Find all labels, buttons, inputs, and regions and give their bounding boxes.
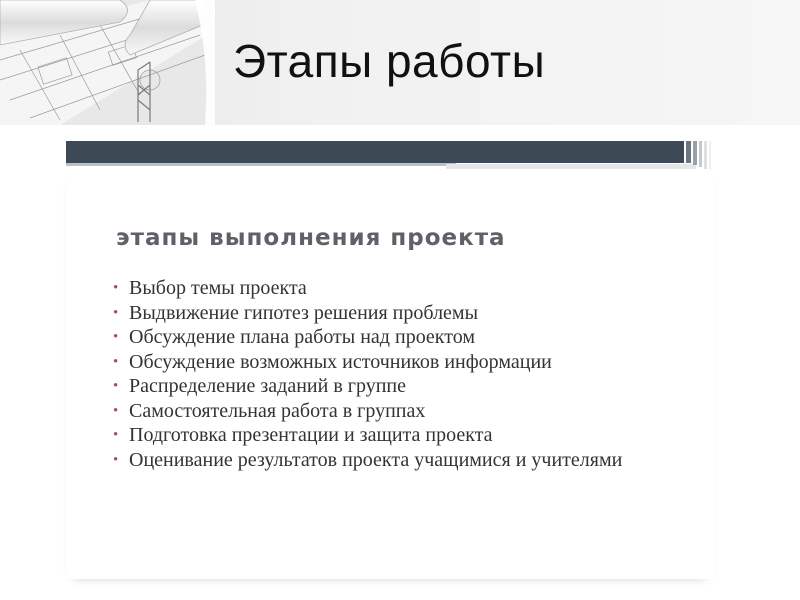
list-item: • Распределение заданий в группе (113, 374, 703, 399)
decorative-header-bar (66, 141, 714, 169)
list-item: • Выдвижение гипотез решения проблемы (113, 301, 703, 326)
slide-title: Этапы работы (233, 35, 546, 87)
list-item: • Обсуждение возможных источников информации (113, 350, 703, 375)
list-item: • Оценивание результатов проекта учащимися и учителями (113, 448, 703, 473)
stages-list (113, 276, 703, 472)
list-item: • Обсуждение плана работы над проектом (113, 325, 703, 350)
blueprint-rolls-icon (0, 0, 215, 125)
list-item: • Выбор темы проекта (113, 276, 703, 301)
slide-header (0, 0, 800, 125)
list-item: • Самостоятельная работа в группах (113, 399, 703, 424)
list-item: • Подготовка презентации и защита проекта (113, 423, 703, 448)
section-subtitle: этапы выполнения проекта (116, 225, 506, 251)
